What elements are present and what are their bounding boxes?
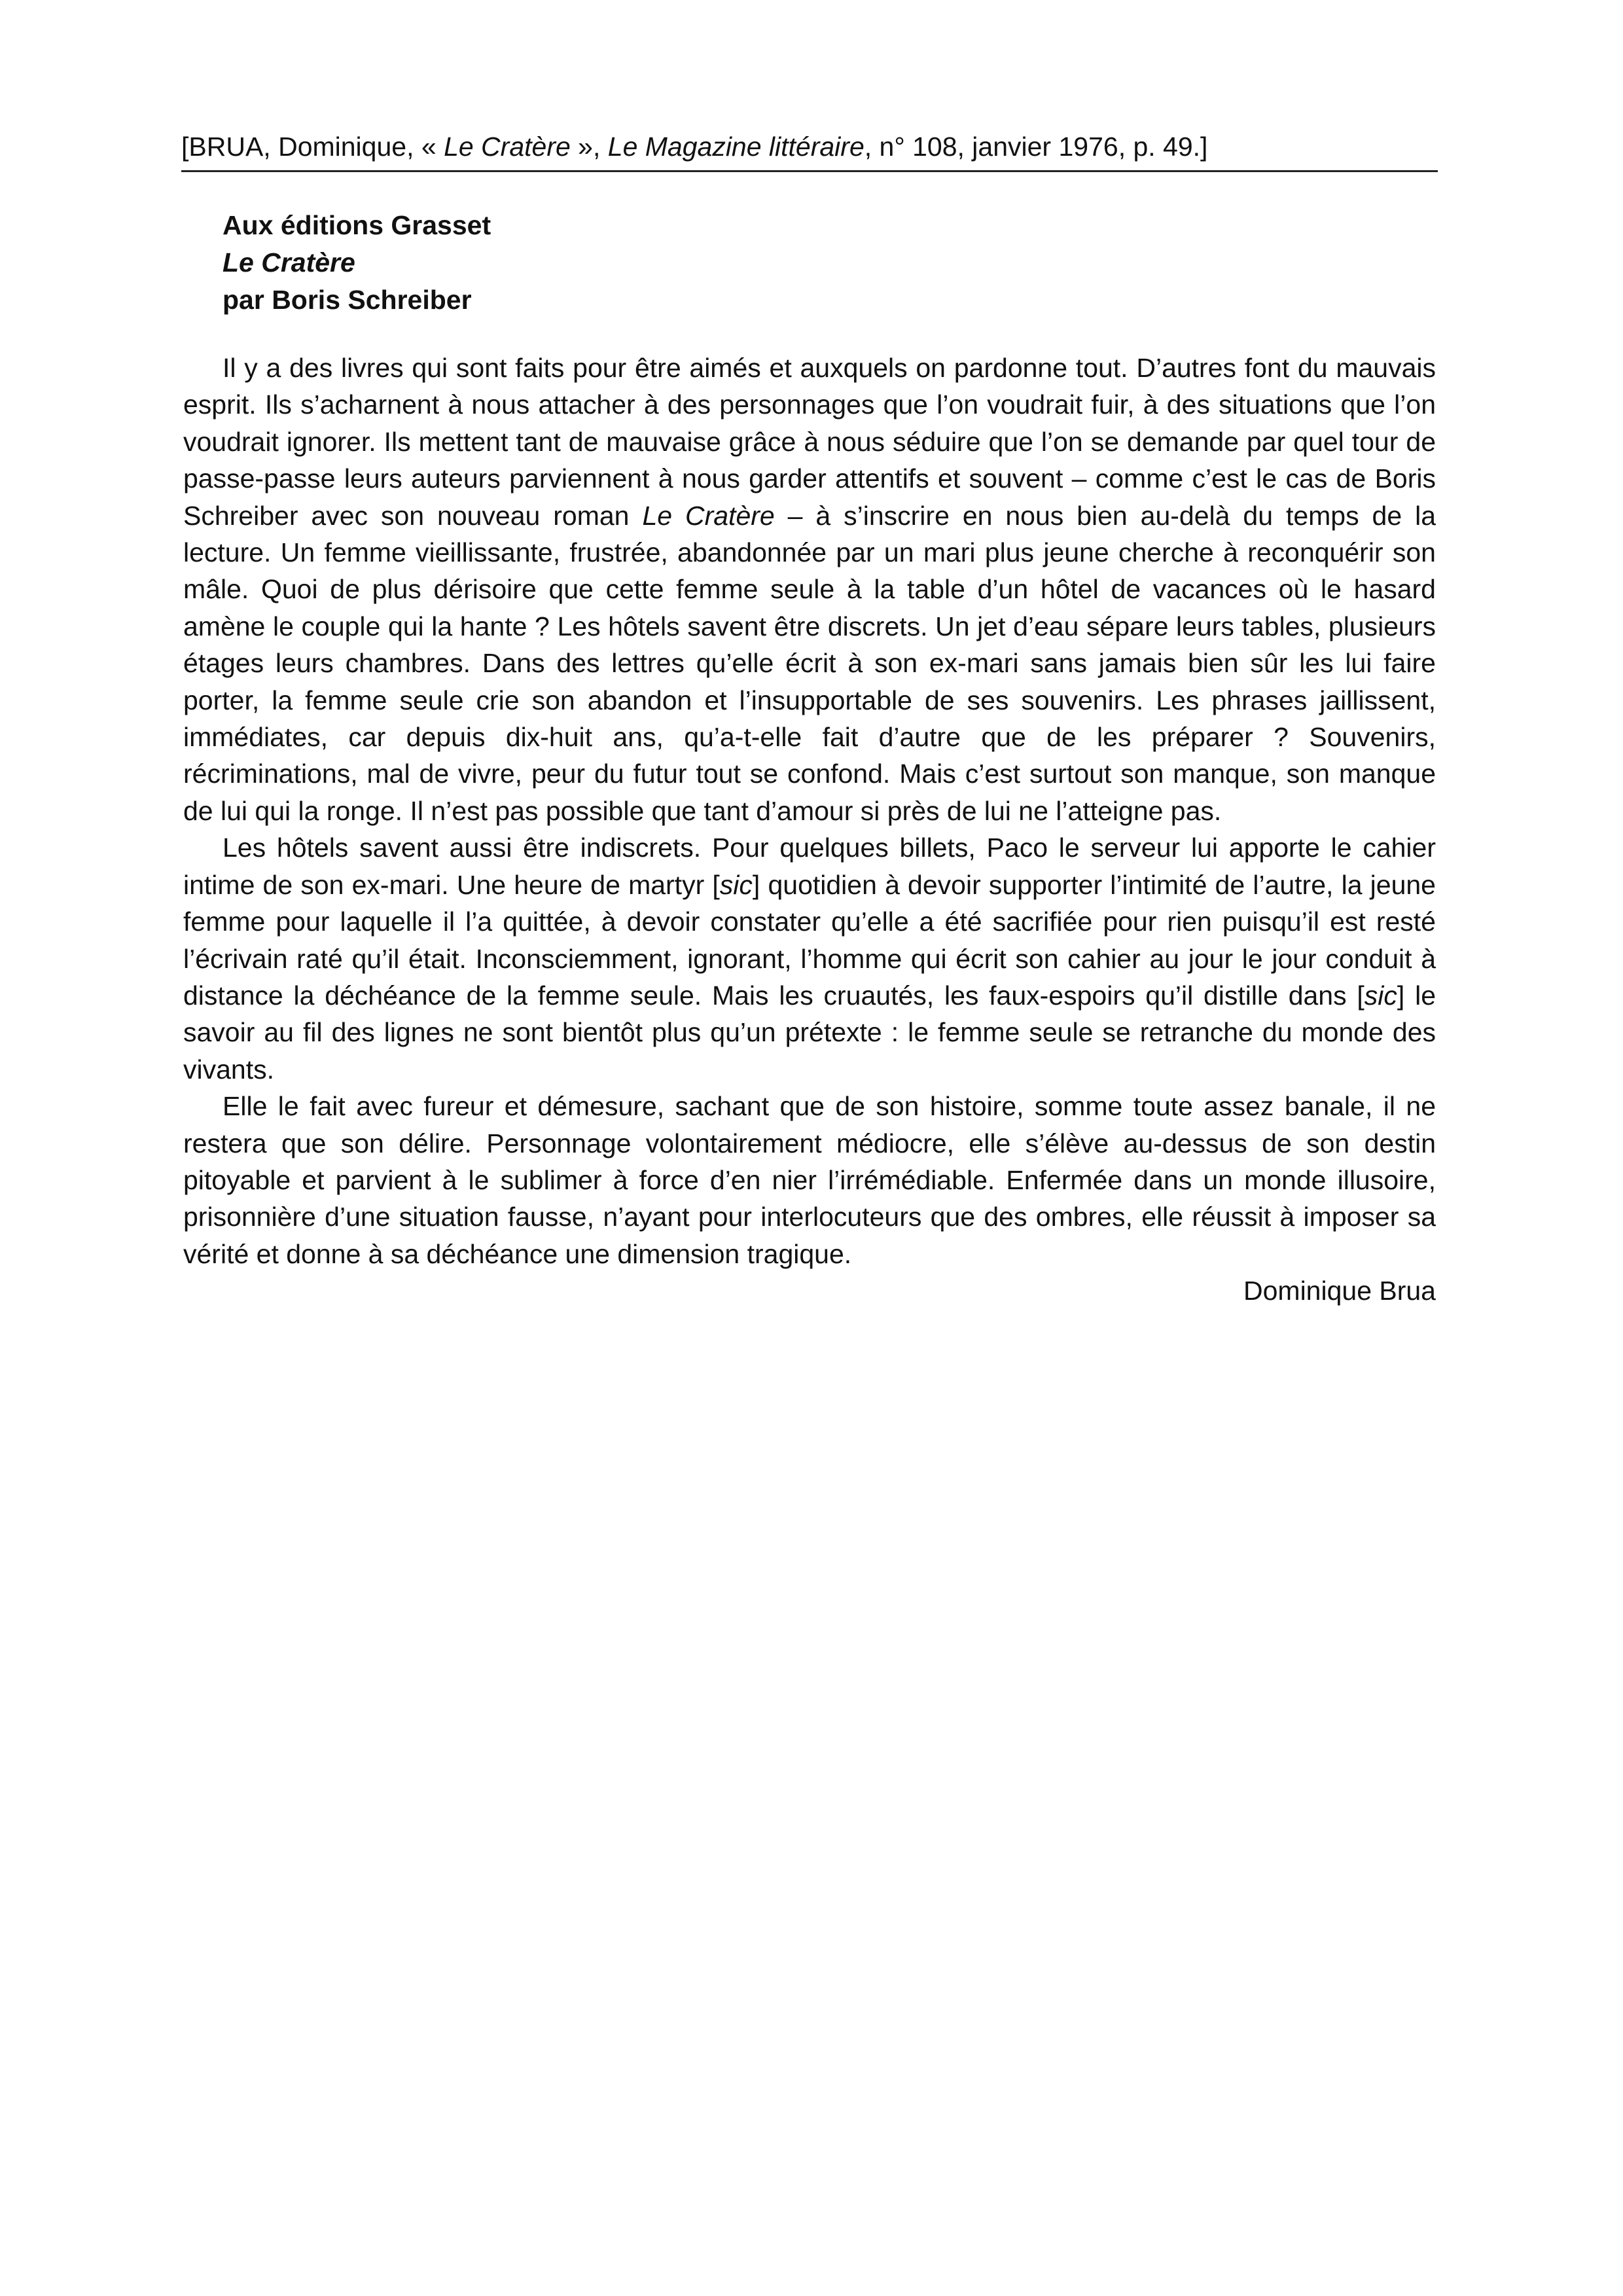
citation-part-3: , n° 108, janvier 1976, p. 49.] bbox=[864, 132, 1208, 162]
paragraph-1-start: Il y a des livres qui sont faits pour être aimés et auxquels on pardonne tout. D’autres font du mauvais esprit. Ils s’acharnent à nous attacher à des personnages que l’on voudrait fuir, à des situations que l’on voudrait ignorer. Ils mettent tant de mauvaise grâce à nous séduire que l’on se demande par quel tour de passe-passe leurs auteurs parviennent à nous garder attentifs et souvent – comme c’est le cas de Boris Schreiber avec son nouveau roman bbox=[183, 353, 1436, 531]
citation-header bbox=[181, 128, 1438, 165]
header-divider bbox=[181, 170, 1438, 172]
paragraph-1 bbox=[183, 350, 1436, 829]
paragraph-2 bbox=[183, 829, 1436, 1088]
paragraph-1-end: – à s’inscrire en nous bien au-delà du temps de la lecture. Un femme vieillissante, frustrée, abandonnée par un mari plus jeune cherche à reconquérir son mâle. Quoi de plus dérisoire que cette femme seule à la table d’un hôtel de vacances où le hasard amène le couple qui la hante ? Les hôtels savent être discrets. Un jet d’eau sépare leurs tables, plusieurs étages leurs chambres. Dans des lettres qu’elle écrit à son ex-mari sans jamais bien sûr les lui faire porter, la femme seule crie son abandon et l’insupportable de ses souvenirs. Les phrases jaillissent, immédiates, car depuis dix-huit ans, qu’a-t-elle fait d’autre que de les préparer ? Souvenirs, récriminations, mal de vivre, peur du futur tout se confond. Mais c’est surtout son manque, son manque de lui qui la ronge. Il n’est pas possible que tant d’amour si près de lui ne l’atteigne pas. bbox=[183, 500, 1436, 826]
publisher-line: Aux éditions Grasset bbox=[223, 210, 491, 240]
book-author: par Boris Schreiber bbox=[223, 285, 472, 315]
paragraph-2-part-1: Les hôtels savent aussi être indiscrets. Pour quelques billets, Paco le serveur lui apporte le cahier intime de son ex-mari. Une heure de martyr [ bbox=[183, 833, 1436, 900]
paragraph-2-part-2: ] quotidien à devoir supporter l’intimité de l’autre, la jeune femme pour laquelle il l’a quittée, à devoir constater qu’elle a été sacrifiée pour rien puisqu’il est resté l’écrivain raté qu’il était. Inconsciemment, ignorant, l’homme qui écrit son cahier au jour le jour conduit à distance la déchéance de la femme seule. Mais les cruautés, les faux-espoirs qu’il distille dans [ bbox=[183, 869, 1436, 1011]
citation-part-2: », bbox=[570, 132, 608, 162]
paragraph-2-part-3: ] le savoir au fil des lignes ne sont bientôt plus qu’un prétexte : le femme seule se retranche du monde des vivants. bbox=[183, 980, 1436, 1085]
citation-part-1: [BRUA, Dominique, « bbox=[181, 132, 444, 162]
paragraph-3: Elle le fait avec fureur et démesure, sachant que de son histoire, somme toute assez banale, il ne restera que son délire. Personnage volontairement médiocre, elle s’élève au-dessus de son destin pitoyable et parvient à le sublimer à force d’en nier l’irrémédiable. Enfermée dans un monde illusoire, prisonnière d’une situation fausse, n’ayant pour interlocuteurs que des ombres, elle réussit à imposer sa vérité et donne à sa déchéance une dimension tragique. bbox=[183, 1091, 1436, 1269]
paragraph-2-sic-2: sic bbox=[1364, 980, 1397, 1011]
signature: Dominique Brua bbox=[1243, 1276, 1436, 1306]
paragraph-2-sic-1: sic bbox=[719, 869, 753, 900]
paragraph-1-book-title: Le Cratère bbox=[642, 500, 775, 531]
citation-title: Le Cratère bbox=[444, 132, 571, 162]
article-body bbox=[183, 350, 1436, 1310]
title-block bbox=[223, 207, 1270, 319]
book-title: Le Cratère bbox=[223, 247, 355, 278]
citation-magazine: Le Magazine littéraire bbox=[607, 132, 865, 162]
